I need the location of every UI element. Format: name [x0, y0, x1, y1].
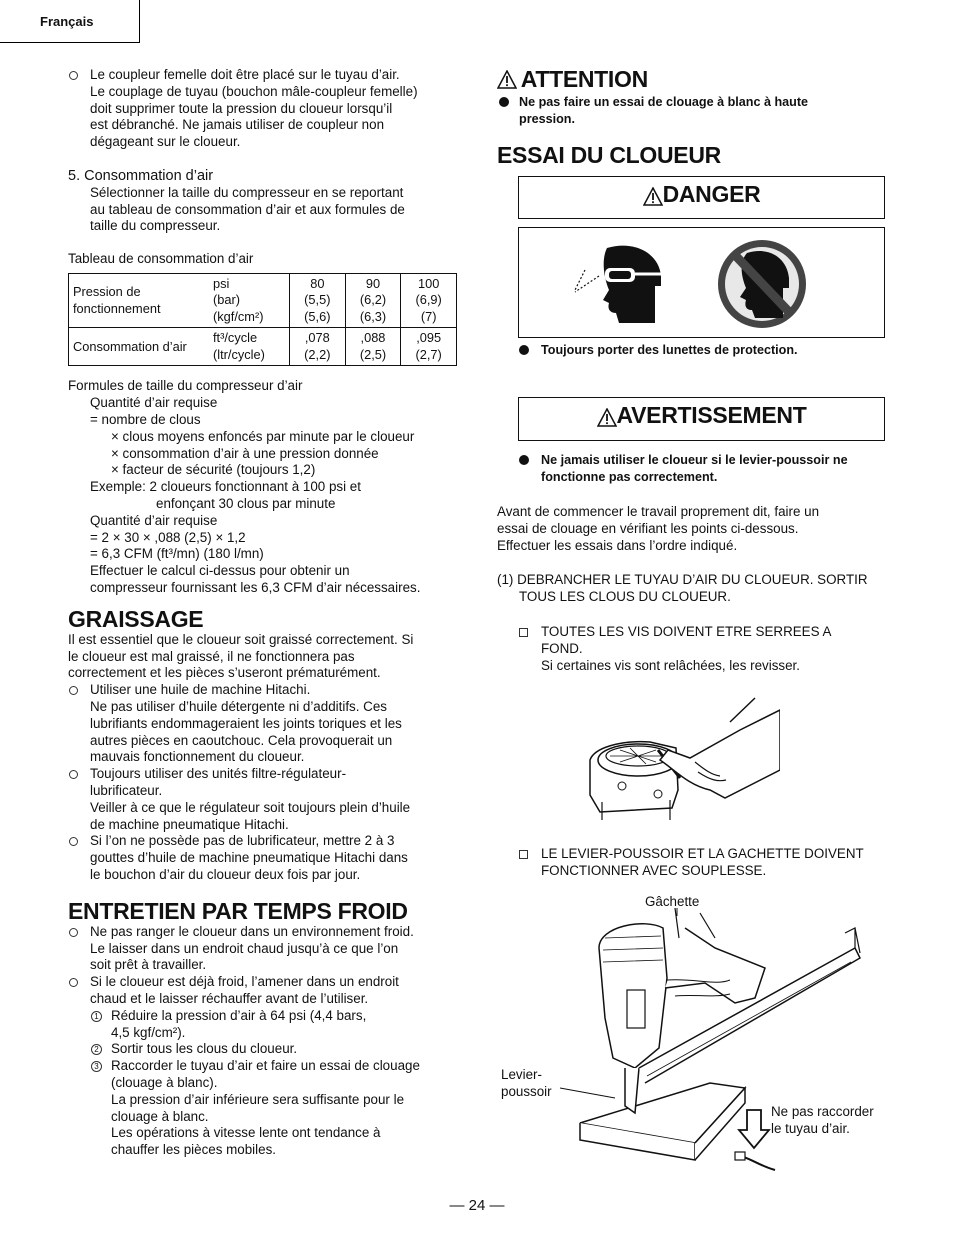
avertissement-item: Ne jamais utiliser le cloueur si le levier-poussoir ne fonctionne pas correctement. — [519, 452, 911, 486]
step-number-icon: 3 — [91, 1061, 102, 1072]
table-row — [69, 273, 457, 328]
table-title: Tableau de consommation d’air — [68, 251, 254, 267]
bullet-dot-icon — [519, 345, 529, 355]
table-cell: 100 (6,9) (7) — [401, 273, 457, 328]
list-item: Ne pas ranger le cloueur dans un environnement froid. Le laisser dans un endroit chaud jusqu’à ce que l’on soit prêt à travailler. — [68, 924, 460, 974]
lever-label: Levier- poussoir — [501, 1067, 552, 1099]
safety-glasses-pictogram — [519, 228, 886, 339]
row-units: psi (bar) (kgf/cm²) — [209, 273, 290, 328]
air-consumption-table — [68, 273, 457, 367]
attention-heading: ATTENTION — [497, 66, 648, 92]
circle-bullet-icon — [69, 686, 78, 695]
bullet-dot-icon — [499, 97, 509, 107]
avertissement-box: AVERTISSEMENT — [518, 397, 885, 441]
table-cell: 80 (5,5) (5,6) — [290, 273, 346, 328]
circle-bullet-icon — [69, 71, 78, 80]
danger-box: DANGER — [518, 176, 885, 219]
checkbox-square-icon — [519, 628, 528, 637]
left-column — [68, 67, 460, 1159]
formulas: Formules de taille du compresseur d’air Quantité d’air requise = nombre de clous × clous moyens enfoncés par minute par le cloueur × consommation d’air à une pression donnée × facteur de sécurité (toujours 1,2) Exemple: 2 cloueurs fonctionnant à 100 psi et enfonçant 30 clous par minute Quantité d’air requise = 2 × 30 × ,088 (2,5) × 1,2 = 6,3 CFM (ft³/mn) (180 l/mn) Effectuer le calcul ci-dessus pour obtenir un compresseur fournissant les 6,3 CFM d’air nécessaires. — [68, 378, 421, 596]
step-item: 1 Réduire la pression d’air à 64 psi (4,4 bars, 4,5 kgf/cm²). — [68, 1008, 460, 1042]
attention-item: Ne pas faire un essai de clouage à blanc à haute pression. — [497, 94, 899, 128]
language-tab: Français — [0, 0, 140, 43]
step-item: 3 Raccorder le tuyau d’air et faire un essai de clouage (clouage à blanc). La pression d’air inférieure sera suffisante pour le clouage à blanc. Les opérations à vitesse lente ont tendance à chauffer les pièces mobiles. — [68, 1058, 460, 1159]
list-item: Utiliser une huile de machine Hitachi. Ne pas utiliser d’huile détergente ni d’additifs. Ces lubrifiants endommageraient les joints toriques et les autres pièces en caoutchouc. Cela provoquerait un mauvais fonctionnement du cloueur. — [68, 682, 460, 766]
circle-bullet-icon — [69, 770, 78, 779]
check-item: TOUTES LES VIS DOIVENT ETRE SERREES A FOND. Si certaines vis sont relâchées, les revisser. — [519, 624, 901, 674]
danger-note: Toujours porter des lunettes de protection. — [519, 342, 798, 359]
graissage-title: GRAISSAGE — [68, 605, 204, 632]
row-label: Consommation d’air — [69, 328, 210, 366]
step-1: (1) DEBRANCHER LE TUYAU D’AIR DU CLOUEUR. SORTIR TOUS LES CLOUS DU CLOUEUR. — [497, 572, 868, 604]
step-item: 2 Sortir tous les clous du cloueur. — [68, 1041, 460, 1058]
text-line: Le coupleur femelle doit être placé sur le tuyau d’air. — [90, 67, 400, 82]
circle-bullet-icon — [69, 978, 78, 987]
table-cell: ,078 (2,2) — [290, 328, 346, 366]
nailer-test-illustration — [555, 908, 875, 1178]
row-units: ft³/cycle (ltr/cycle) — [209, 328, 290, 366]
essai-intro: Avant de commencer le travail proprement dit, faire un essai de clouage en vérifiant les points ci-dessous. Effectuer les essais dans l’ordre indiqué. — [497, 504, 820, 553]
bullet-dot-icon — [519, 455, 529, 465]
table-row — [69, 328, 457, 366]
page-number: — 24 — — [449, 1197, 505, 1214]
trigger-label: Gâchette — [645, 894, 700, 909]
circle-bullet-icon — [69, 837, 78, 846]
warning-triangle-icon — [643, 187, 663, 206]
warning-triangle-icon — [597, 408, 617, 427]
consumption-text: Sélectionner la taille du compresseur en se reportant au tableau de consommation d’air et aux formules de taille du compresseur. — [90, 184, 405, 234]
checkbox-square-icon — [519, 850, 528, 859]
table-cell: ,095 (2,7) — [401, 328, 457, 366]
consumption-heading: 5. Consommation d’air — [68, 167, 214, 184]
text-line: doit supprimer toute la pression du cloueur lorsqu’il — [90, 100, 393, 116]
warning-triangle-icon — [497, 70, 517, 89]
no-connect-label: Ne pas raccorder le tuyau d’air. — [771, 1104, 874, 1136]
check-item: LE LEVIER-POUSSOIR ET LA GACHETTE DOIVENT FONCTIONNER AVEC SOUPLESSE. — [519, 846, 911, 880]
safety-pictogram-box — [518, 227, 885, 338]
row-label: Pression de fonctionnement — [69, 273, 210, 328]
text-line: dégageant sur le cloueur. — [90, 134, 241, 150]
text-line: est débranché. Ne jamais utiliser de coupleur non — [90, 117, 385, 133]
list-item: Si le cloueur est déjà froid, l’amener dans un endroit chaud et le laisser réchauffer avant de l’utiliser. — [68, 974, 460, 1008]
list-item: Si l’on ne possède pas de lubrificateur, mettre 2 à 3 gouttes d’huile de machine pneumatique Hitachi dans le bouchon d’air du cloueur deux fois par jour. — [68, 833, 460, 883]
text-line: Le couplage de tuyau (bouchon mâle-coupleur femelle) — [90, 83, 418, 99]
froid-title: ENTRETIEN PAR TEMPS FROID — [68, 897, 408, 924]
step-number-icon: 1 — [91, 1011, 102, 1022]
essai-title: ESSAI DU CLOUEUR — [497, 142, 721, 168]
table-cell: ,088 (2,5) — [345, 328, 401, 366]
graissage-intro: Il est essentiel que le cloueur soit graissé correctement. Si le cloueur est mal graissé, il ne fonctionnera pas correctement et les pièces s’useront prématurément. — [68, 631, 414, 681]
step-number-icon: 2 — [91, 1044, 102, 1055]
coupler-item — [68, 67, 460, 151]
table-cell: 90 (6,2) (6,3) — [345, 273, 401, 328]
screw-tightening-illustration — [580, 690, 780, 825]
circle-bullet-icon — [69, 928, 78, 937]
list-item: Toujours utiliser des unités filtre-régulateur- lubrificateur. Veiller à ce que le régulateur soit toujours plein d’huile de machine pneumatique Hitachi. — [68, 766, 460, 833]
